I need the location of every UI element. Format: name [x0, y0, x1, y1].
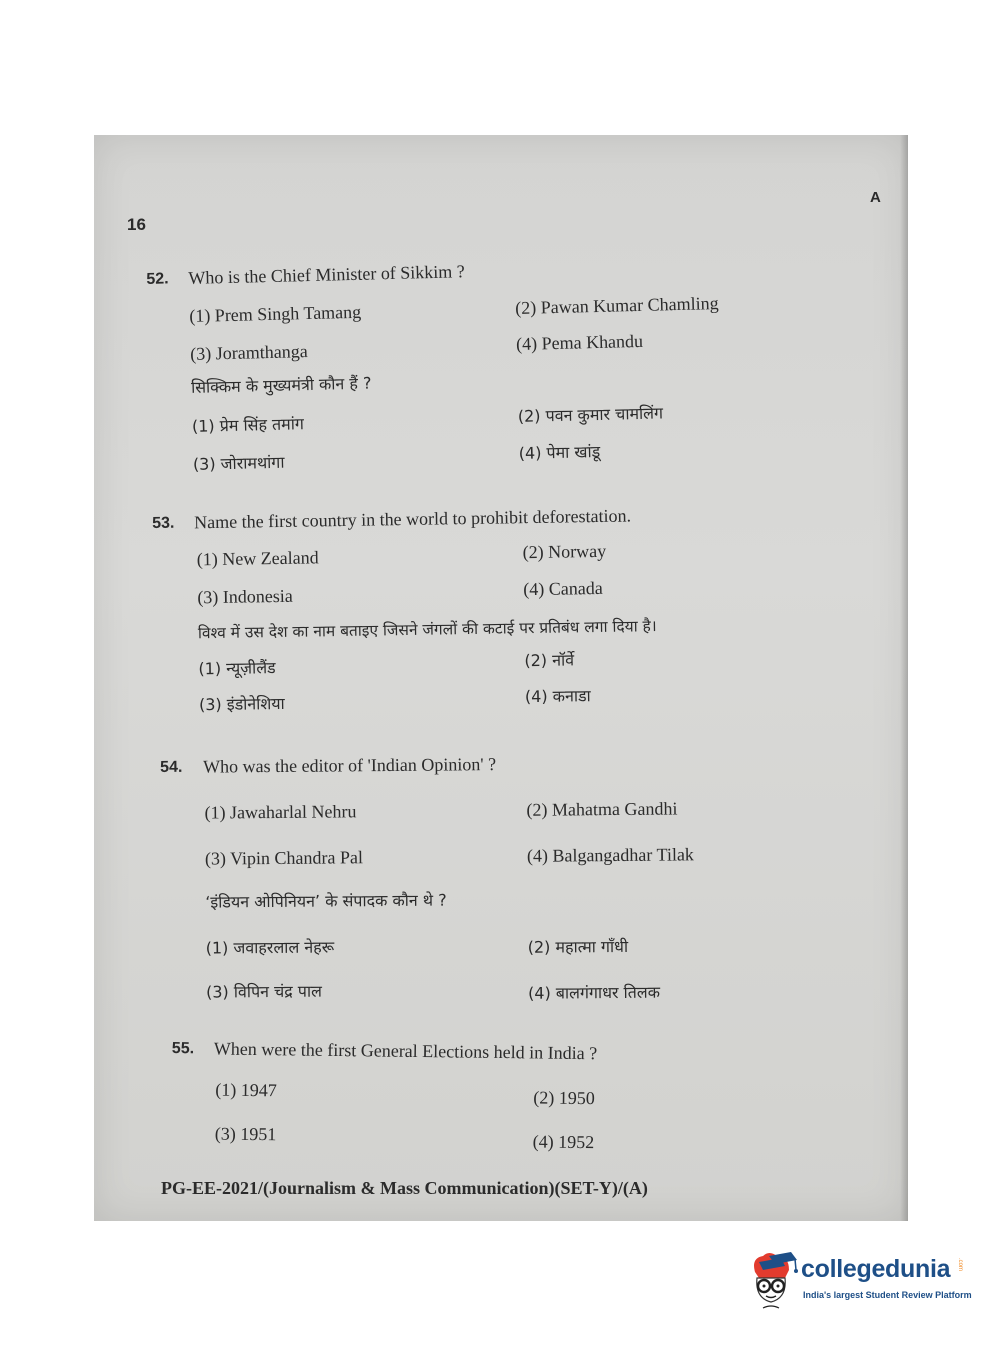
logo-wordmark: collegedunia — [801, 1255, 951, 1283]
option-4-en: (4) Pema Khandu — [515, 330, 644, 354]
option-4-hi: (4) बालगंगाधर तिलक — [528, 982, 661, 1003]
option-2-hi: (2) पवन कुमार चामलिंग — [517, 403, 664, 426]
option-2-en: (2) Norway — [522, 540, 607, 563]
option-3-hi: (3) विपिन चंद्र पाल — [206, 981, 322, 1002]
question-number: 52. — [146, 270, 169, 288]
question-text-hi: सिक्किम के मुख्यमंत्री कौन हैं ? — [190, 373, 372, 397]
question-55 — [171, 1037, 732, 1164]
option-1-en: (1) New Zealand — [196, 547, 319, 570]
option-4-en: (4) 1952 — [532, 1131, 595, 1153]
mascot-icon — [745, 1250, 799, 1315]
option-4-hi: (4) पेमा खांडू — [518, 441, 601, 463]
set-letter: A — [870, 189, 881, 206]
option-2-hi: (2) नॉर्वे — [524, 650, 575, 671]
question-text-en: Name the first country in the world to prohibit deforestation. — [194, 505, 632, 533]
question-52 — [146, 248, 771, 483]
logo-suffix: .com — [957, 1258, 963, 1272]
logo-tagline: India's largest Student Review Platform — [803, 1290, 972, 1300]
option-1-en: (1) Jawaharlal Nehru — [204, 801, 357, 823]
question-number: 55. — [171, 1039, 195, 1058]
option-3-hi: (3) जोरामथांगा — [192, 452, 285, 474]
option-2-en: (2) Mahatma Gandhi — [526, 798, 678, 820]
option-3-hi: (3) इंडोनेशिया — [198, 693, 285, 715]
option-3-en: (3) Indonesia — [197, 585, 293, 608]
exam-page — [94, 135, 908, 1221]
option-4-en: (4) Balgangadhar Tilak — [526, 844, 694, 866]
question-number: 54. — [160, 758, 183, 776]
question-54 — [160, 748, 782, 1013]
question-text-en: Who is the Chief Minister of Sikkim ? — [188, 261, 466, 288]
option-4-hi: (4) कनाडा — [524, 686, 591, 707]
question-number: 53. — [152, 514, 175, 532]
option-1-en: (1) 1947 — [215, 1079, 277, 1101]
option-2-hi: (2) महात्मा गाँधी — [527, 936, 629, 957]
option-3-en: (3) Vipin Chandra Pal — [204, 847, 364, 869]
option-3-en: (3) 1951 — [214, 1123, 277, 1145]
page-number: 16 — [127, 215, 146, 234]
option-2-en: (2) 1950 — [533, 1087, 595, 1109]
question-text-hi: ‘इंडियन ओपिनियन’ के संपादक कौन थे ? — [205, 890, 447, 912]
option-1-hi: (1) जवाहरलाल नेहरू — [205, 937, 335, 958]
option-4-en: (4) Canada — [523, 577, 603, 600]
question-text-en: Who was the editor of 'Indian Opinion' ? — [203, 754, 497, 777]
page-footer: PG-EE-2021/(Journalism & Mass Communication)(SET-Y)/(A) — [161, 1178, 648, 1198]
collegedunia-logo[interactable] — [745, 1250, 975, 1315]
option-3-en: (3) Joramthanga — [189, 341, 308, 364]
option-1-en: (1) Prem Singh Tamang — [189, 301, 362, 326]
question-text-hi: विश्व में उस देश का नाम बताइए जिसने जंगलों की कटाई पर प्रतिबंध लगा दिया है। — [197, 617, 657, 643]
question-53 — [152, 501, 867, 715]
question-text-en: When were the first General Elections held in India ? — [213, 1038, 598, 1064]
option-2-en: (2) Pawan Kumar Chamling — [514, 293, 719, 318]
option-1-hi: (1) न्यूज़ीलैंड — [198, 658, 276, 679]
option-1-hi: (1) प्रेम सिंह तमांग — [191, 414, 305, 436]
